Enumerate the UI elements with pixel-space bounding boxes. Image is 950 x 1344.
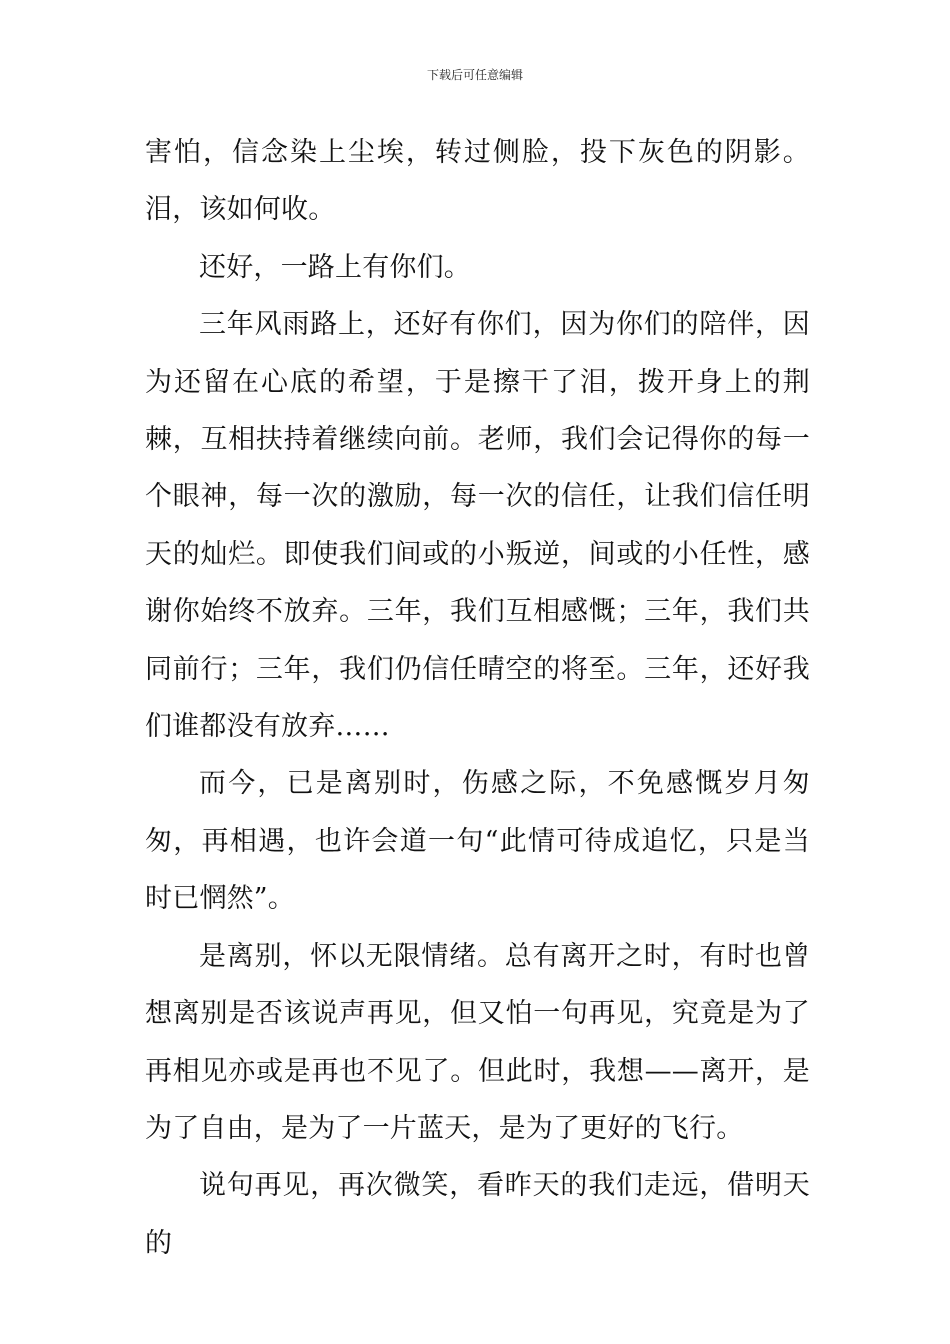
paragraph-continued: 害怕，信念染上尘埃，转过侧脸，投下灰色的阴影。泪，该如何收。	[145, 137, 810, 226]
paragraph: 还好，一路上有你们。	[199, 251, 471, 283]
paragraph: 三年风雨路上，还好有你们，因为你们的陪伴，因为还留在心底的希望，于是擦干了泪，拨开身上的荆棘，互相扶持着继续向前。老师，我们会记得你的每一个眼神，每一次的激励，每一次的信任，让我们信任明天的灿烂。即使我们间或的小叛逆，间或的小任性，感谢你始终不放弃。三年，我们互相感慨；三年，我们共同前行；三年，我们仍信任晴空的将至。三年，还好我们谁都没有放弃……	[145, 309, 810, 743]
paragraph: 说句再见，再次微笑，看昨天的我们走远，借明天的	[145, 1170, 810, 1259]
paragraph: 是离别，怀以无限情绪。总有离开之时，有时也曾想离别是否该说声再见，但又怕一句再见，究竟是为了再相见亦或是再也不见了。但此时，我想——离开，是为了自由，是为了一片蓝天，是为了更好的飞行。	[145, 940, 810, 1144]
paragraph: 而今，已是离别时，伤感之际，不免感慨岁月匆匆，再相遇，也许会道一句“此情可待成追忆，只是当时已惘然”。	[145, 768, 810, 915]
document-body	[145, 124, 810, 1272]
page-header: 下载后可任意编辑	[426, 68, 523, 82]
